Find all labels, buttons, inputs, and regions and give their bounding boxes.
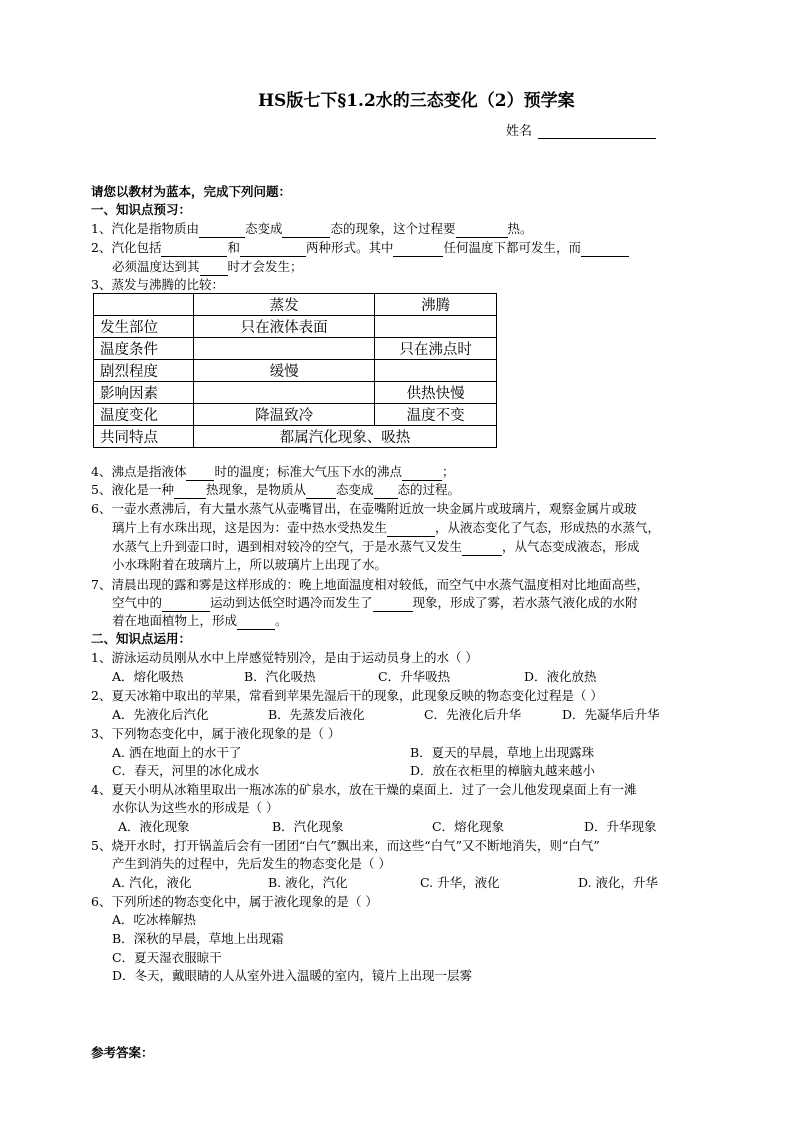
table-row	[94, 338, 497, 360]
q7-text-2a: 空气中的	[112, 595, 163, 610]
q7-text-2b: 运动到达低空时遇冷而发生了	[210, 595, 373, 610]
mc1-option-d[interactable]: D．液化放热	[524, 669, 597, 684]
q2-text-a: 2、汽化包括	[91, 240, 162, 255]
table-header-cell: 蒸发	[194, 294, 375, 316]
q1-text-b: 态变成	[244, 221, 283, 236]
q2-blank-2[interactable]	[240, 243, 306, 257]
mc4-stem-line1: 4、夏天小明从冰箱里取出一瓶冰冻的矿泉水，放在干燥的桌面上．过了一会儿他发现桌面上有一滩	[91, 782, 637, 797]
q7-text-3a: 着在地面植物上，形成	[112, 613, 238, 628]
q6-text-3a: 水蒸气上升到壶口时，遇到相对较冷的空气，于是水蒸气又发生	[112, 539, 463, 554]
mc4-option-a[interactable]: A．液化现象	[118, 819, 190, 834]
q4-text-c: ；	[441, 464, 455, 479]
mc5-option-b[interactable]: B. 液化，汽化	[268, 875, 348, 890]
q4	[91, 462, 455, 481]
mc2-option-b[interactable]: B．先蒸发后液化	[268, 707, 365, 722]
q7-text-3b: 。	[275, 613, 288, 628]
q2-blank-1[interactable]	[161, 243, 227, 257]
cell-boiling[interactable]: 只在沸点时	[375, 338, 497, 360]
q1-blank-3[interactable]	[456, 224, 508, 238]
q6-text-2a: 璃片上有水珠出现，这是因为：壶中热水受热发生	[112, 520, 388, 535]
cell-boiling[interactable]	[375, 360, 497, 382]
row-label: 温度变化	[94, 404, 194, 426]
mc5-option-a[interactable]: A. 汽化，液化	[112, 875, 192, 890]
mc2-option-d[interactable]: D．先凝华后升华	[562, 707, 660, 722]
mc5-option-d[interactable]: D. 液化，升华	[578, 875, 659, 890]
name-label: 姓名	[506, 124, 533, 139]
section2-heading: 二、知识点运用：	[91, 631, 192, 646]
mc1-option-c[interactable]: C．升华吸热	[378, 669, 451, 684]
q5-blank-3[interactable]	[374, 485, 398, 499]
comparison-table	[93, 293, 497, 448]
q6-line2	[112, 518, 660, 537]
row-label: 发生部位	[94, 316, 194, 338]
cell-evaporation[interactable]: 缓慢	[194, 360, 375, 382]
q7-blank-1[interactable]	[162, 598, 210, 612]
q1-text-a: 1、汽化是指物质由	[91, 221, 199, 236]
q5	[91, 480, 460, 499]
q5-text-b: 热现象，是物质从	[205, 482, 306, 497]
q2-text-c: 两种形式。其中	[305, 240, 394, 255]
table-header-cell	[94, 294, 194, 316]
q7-line3	[112, 611, 288, 630]
cell-evaporation[interactable]: 降温致冷	[194, 404, 375, 426]
row-label: 共同特点	[94, 426, 194, 448]
cell-boiling[interactable]	[375, 316, 497, 338]
q2-text-f: 时才会发生；	[227, 259, 303, 274]
table-row	[94, 360, 497, 382]
q6-text-3b: ，从气态变成液态，形成	[502, 539, 640, 554]
q3-text: 3、蒸发与沸腾的比较：	[91, 277, 224, 292]
q1-text-d: 热。	[507, 221, 533, 236]
table-row	[94, 316, 497, 338]
row-label: 剧烈程度	[94, 360, 194, 382]
q2-text-b: 和	[227, 240, 240, 255]
name-blank[interactable]	[538, 126, 656, 139]
q2-blank-4[interactable]	[581, 243, 629, 257]
q4-blank-1[interactable]	[186, 467, 214, 481]
mc6-option-a[interactable]: A．吃冰棒解热	[112, 912, 197, 927]
q6-blank-2[interactable]	[462, 542, 502, 556]
mc4-option-d[interactable]: D．升华现象	[584, 819, 657, 834]
q1	[91, 219, 533, 238]
q6-line3	[112, 537, 640, 556]
q4-blank-2[interactable]	[402, 467, 442, 481]
table-header-row	[94, 294, 497, 316]
q5-text-a: 5、液化是一种	[91, 482, 174, 497]
mc6-option-d[interactable]: D．冬天，戴眼睛的人从室外进入温暖的室内，镜片上出现一层雾	[112, 968, 473, 983]
q5-text-d: 态的过程。	[397, 482, 461, 497]
mc1-option-b[interactable]: B．汽化吸热	[244, 669, 316, 684]
q2-line2	[112, 257, 303, 276]
q1-blank-2[interactable]	[282, 224, 330, 238]
cell-boiling[interactable]: 温度不变	[375, 404, 497, 426]
mc3-option-c[interactable]: C．春天，河里的冰化成水	[112, 763, 260, 778]
q2-text-d: 任何温度下都可发生，而	[443, 240, 581, 255]
table-row	[94, 426, 497, 448]
cell-boiling[interactable]: 供热快慢	[375, 382, 497, 404]
cell-evaporation[interactable]	[194, 382, 375, 404]
q7-line1: 7、清晨出现的露和雾是这样形成的：晚上地面温度相对较低，而空气中水蒸气温度相对比地面高些，	[91, 577, 649, 592]
mc5-option-c[interactable]: C. 升华，液化	[420, 875, 500, 890]
mc6-option-c[interactable]: C．夏天湿衣服晾干	[112, 950, 222, 965]
mc3-option-d[interactable]: D．放在衣柜里的樟脑丸越来越小	[410, 763, 596, 778]
section1-heading: 一、知识点预习：	[91, 202, 192, 217]
mc2-option-a[interactable]: A．先液化后汽化	[112, 707, 209, 722]
q7-blank-3[interactable]	[237, 616, 275, 630]
mc6-stem: 6、下列所述的物态变化中，属于液化现象的是（ ）	[91, 894, 378, 909]
mc3-stem: 3、下列物态变化中，属于液化现象的是（ ）	[91, 726, 341, 741]
q5-blank-2[interactable]	[306, 485, 336, 499]
mc1-stem: 1、游泳运动员刚从水中上岸感觉特别冷，是由于运动员身上的水（ ）	[91, 650, 478, 665]
mc5-stem-line1: 5、烧开水时，打开锅盖后会有一团团“白气”飘出来，而这些“白气”又不断地消失，则“白气”	[91, 838, 600, 853]
mc3-option-a[interactable]: A. 洒在地面上的水干了	[112, 745, 242, 760]
page-title: HS版七下§1.2水的三态变化（2）预学案	[258, 91, 575, 111]
q6-blank-1[interactable]	[387, 523, 435, 537]
table-header-cell: 沸腾	[375, 294, 497, 316]
mc3-option-b[interactable]: B．夏天的早晨，草地上出现露珠	[410, 745, 595, 760]
cell-evaporation[interactable]	[194, 338, 375, 360]
q2-line1	[91, 238, 629, 257]
mc4-stem-line2: 水你认为这些水的形成是（ ）	[112, 800, 279, 815]
mc4-option-c[interactable]: C．熔化现象	[432, 819, 505, 834]
common-feature-cell: 都属汽化现象、吸热	[194, 426, 497, 448]
row-label: 温度条件	[94, 338, 194, 360]
mc5-stem-line2: 产生到消失的过程中，先后发生的物态变化是（ ）	[112, 856, 391, 871]
q7-blank-2[interactable]	[373, 598, 413, 612]
q6-line4: 小水珠附着在玻璃片上，所以玻璃片上出现了水。	[112, 557, 388, 572]
answer-label: 参考答案：	[91, 1045, 154, 1060]
intro-text: 请您以教材为蓝本，完成下列问题：	[91, 184, 292, 199]
q4-text-a: 4、沸点是指液体	[91, 464, 187, 479]
q5-text-c: 态变成	[335, 482, 374, 497]
table-row	[94, 382, 497, 404]
mc4-option-b[interactable]: B．汽化现象	[272, 819, 344, 834]
mc2-option-c[interactable]: C．先液化后升华	[424, 707, 522, 722]
q2-blank-3[interactable]	[393, 243, 443, 257]
q7-text-2c: 现象，形成了雾，若水蒸气液化成的水附	[412, 595, 638, 610]
cell-evaporation[interactable]: 只在液体表面	[194, 316, 375, 338]
q2-text-e: 必须温度达到其	[112, 259, 200, 274]
q1-blank-1[interactable]	[199, 224, 245, 238]
q6-line1: 6、一壶水煮沸后，有大量水蒸气从壶嘴冒出，在壶嘴附近放一块金属片或玻璃片，观察金属片或玻	[91, 501, 637, 516]
q5-blank-1[interactable]	[174, 485, 206, 499]
q1-text-c: 态的现象，这个过程要	[330, 221, 456, 236]
q4-text-b: 时的温度；标准大气压下水的沸点	[214, 464, 402, 479]
table-row	[94, 404, 497, 426]
q6-text-2b: ，从液态变化了气态，形成热的水蒸气，	[435, 520, 661, 535]
mc1-option-a[interactable]: A．熔化吸热	[112, 669, 184, 684]
mc6-option-b[interactable]: B．深秋的早晨，草地上出现霜	[112, 931, 284, 946]
row-label: 影响因素	[94, 382, 194, 404]
mc2-stem: 2、夏天冰箱中取出的苹果，常看到苹果先湿后干的现象，此现象反映的物态变化过程是（ ）	[91, 688, 603, 703]
q2-blank-5[interactable]	[200, 262, 228, 276]
name-field	[506, 120, 656, 139]
q7-line2	[112, 593, 638, 612]
